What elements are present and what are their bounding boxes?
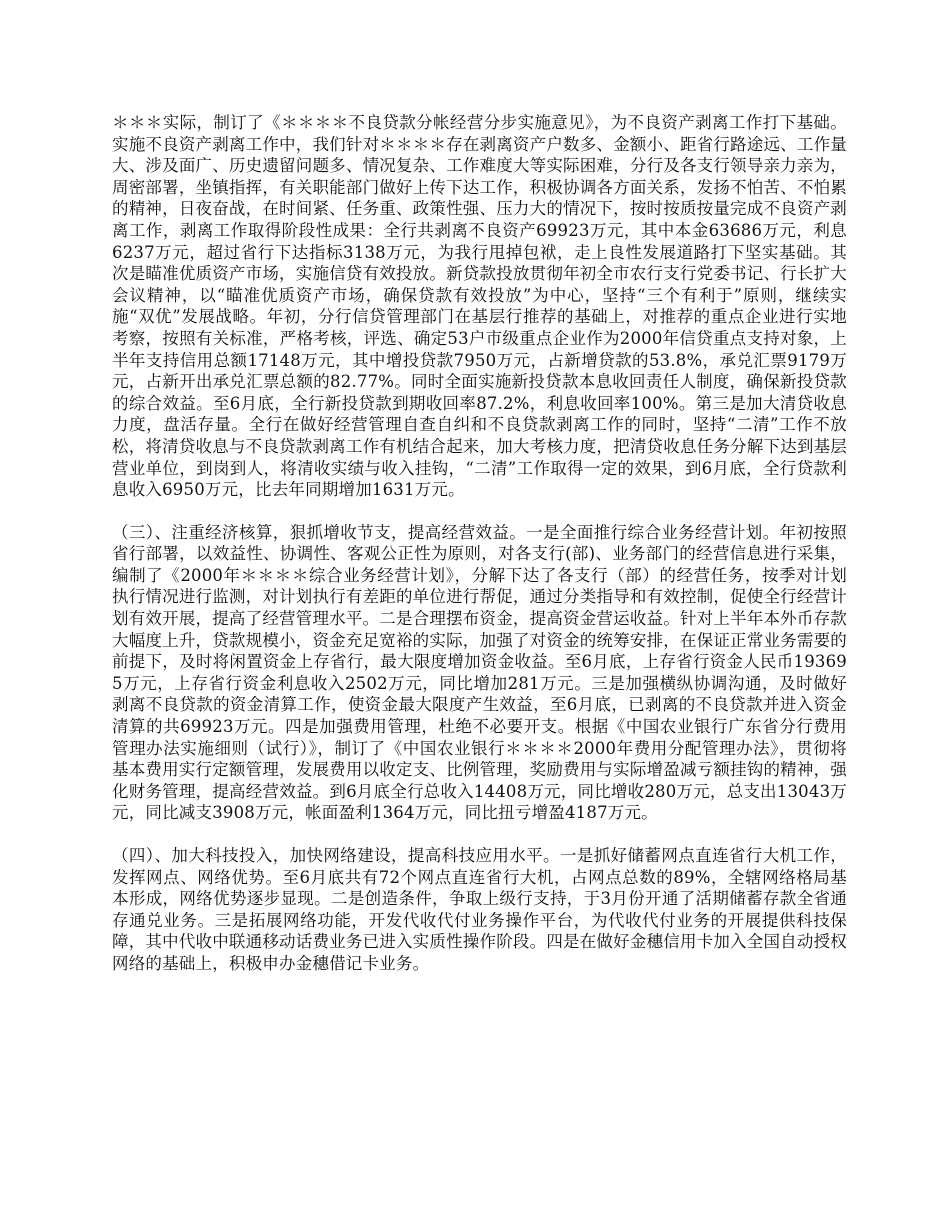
paragraph-npl-divestment-and-lending: ＊＊＊实际，制订了《＊＊＊＊不良贷款分帐经营分步实施意见》，为不良资产剥离工作打下基础。实施不良资产剥离工作中，我们针对＊＊＊＊存在剥离资产户数多、金额小、距省行路途远、工作量大、涉及面广、历史遗留问题多、情况复杂、工作难度大等实际困难，分行及各支行领导亲力亲为，周密部署，坐镇指挥，有关职能部门做好上传下达工作，积极协调各方面关系，发扬不怕苦、不怕累的精神，日夜奋战，在时间紧、任务重、政策性强、压力大的情况下，按时按质按量完成不良资产剥离工作，剥离工作取得阶段性成果：全行共剥离不良资产69923万元，其中本金63686万元，利息6237万元，超过省行下达指标3138万元，为我行甩掉包袱，走上良性发展道路打下坚实基础。其次是瞄准优质资产市场，实施信贷有效投放。新贷款投放贯彻年初全市农行支行党委书记、行长扩大会议精神，以“瞄准优质资产市场，确保贷款有效投放”为中心，坚持“三个有利于”原则，继续实施“双优”发展战略。年初，分行信贷管理部门在基层行推荐的基础上，对推荐的重点企业进行实地考察，按照有关标准，严格考核，评选、确定53户市级重点企业作为2000年信贷重点支持对象，上半年支持信用总额17148万元，其中增投贷款7950万元，占新增贷款的53.8%，承兑汇票9179万元，占新开出承兑汇票总额的82.77%。同时全面实施新投贷款本息收回责任人制度，确保新投贷款的综合效益。至6月底，全行新投贷款到期收回率87.2%，利息收回率100%。第三是加大清贷收息力度，盘活存量。全行在做好经营管理自查自纠和不良贷款剥离工作的同时，坚持“二清”工作不放松，将清贷收息与不良贷款剥离工作有机结合起来，加大考核力度，把清贷收息任务分解下达到基层营业单位，到岗到人，将清收实绩与收入挂钩，“二清”工作取得一定的效果，到6月底，全行贷款利息收入6950万元，比去年同期增加1631万元。 [112,113,847,500]
paragraph-section-4-technology: （四）、加大科技投入，加快网络建设，提高科技应用水平。一是抓好储蓄网点直连省行大机工作，发挥网点、网络优势。至6月底共有72个网点直连省行大机，占网点总数的89%，全辖网络格局基本形成，网络优势逐步显现。二是创造条件，争取上级行支持，于3月份开通了活期储蓄存款全省通存通兑业务。三是拓展网络功能，开发代收代付业务操作平台，为代收代付业务的开展提供科技保障，其中代收中联通移动话费业务已进入实质性操作阶段。四是在做好金穗信用卡加入全国自动授权网络的基础上，积极申办金穗借记卡业务。 [112,846,847,973]
document-body [112,112,847,975]
paragraph-section-3-accounting: （三）、注重经济核算，狠抓增收节支，提高经营效益。一是全面推行综合业务经营计划。年初按照省行部署，以效益性、协调性、客观公正性为原则，对各支行(部)、业务部门的经营信息进行采集，编制了《2000年＊＊＊＊综合业务经营计划》，分解下达了各支行（部）的经营任务，按季对计划执行情况进行监测，对计划执行有差距的单位进行帮促，通过分类指导和有效控制，促使全行经营计划有效开展，提高了经营管理水平。二是合理摆布资金，提高资金营运收益。针对上半年本外币存款大幅度上升，贷款规模小，资金充足宽裕的实际，加强了对资金的统筹安排，在保证正常业务需要的前提下，及时将闲置资金上存省行，最大限度增加资金收益。至6月底，上存省行资金人民币193695万元，上存省行资金利息收入2502万元，同比增加281万元。三是加强横纵协调沟通，及时做好剥离不良贷款的资金清算工作，使资金最大限度产生效益，至6月底，已剥离的不良贷款并进入资金清算的共69923万元。四是加强费用管理，杜绝不必要开支。根据《中国农业银行广东省分行费用管理办法实施细则（试行）》，制订了《中国农业银行＊＊＊＊2000年费用分配管理办法》，贯彻将基本费用实行定额管理，发展费用以收定支、比例管理，奖励费用与实际增盈减亏额挂钩的精神，强化财务管理，提高经营效益。到6月底全行总收入14408万元，同比增收280万元，总支出13043万元，同比减支3908万元，帐面盈利1364万元，同比扭亏增盈4187万元。 [112,522,847,823]
